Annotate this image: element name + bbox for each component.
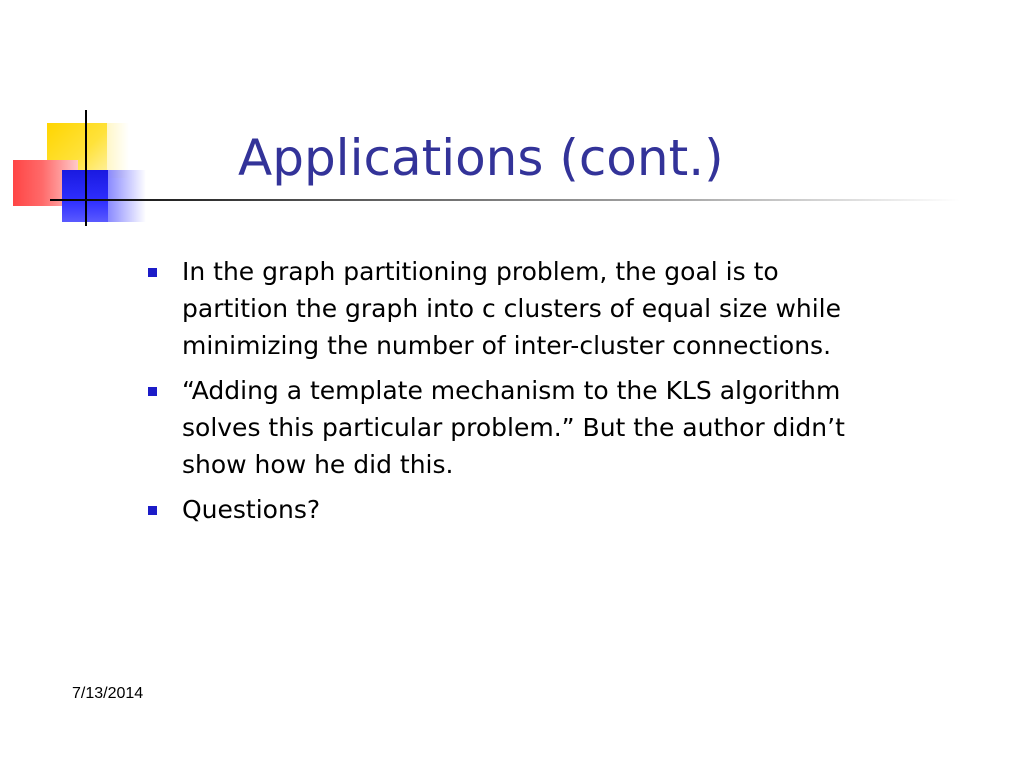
title-underline-divider [50,199,960,201]
square-bullet-icon [148,506,157,515]
square-bullet-icon [148,387,157,396]
bullet-item [147,491,847,528]
bullet-item [147,372,847,483]
logo-vertical-line [85,110,87,226]
bullet-item [147,253,847,364]
bullet-text: In the graph partitioning problem, the goal is to partition the graph into c clusters of equal size while minimizing the number of inter-cluster connections. [182,257,842,360]
bullet-text: Questions? [182,495,321,524]
bullet-text: “Adding a template mechanism to the KLS algorithm solves this particular problem.” But the author didn’t show how he did this. [182,376,845,479]
logo-blue-fade [108,170,146,222]
square-bullet-icon [148,268,157,277]
slide-title: Applications (cont.) [238,129,724,187]
bullet-list [147,253,847,536]
footer-date: 7/13/2014 [72,685,144,702]
